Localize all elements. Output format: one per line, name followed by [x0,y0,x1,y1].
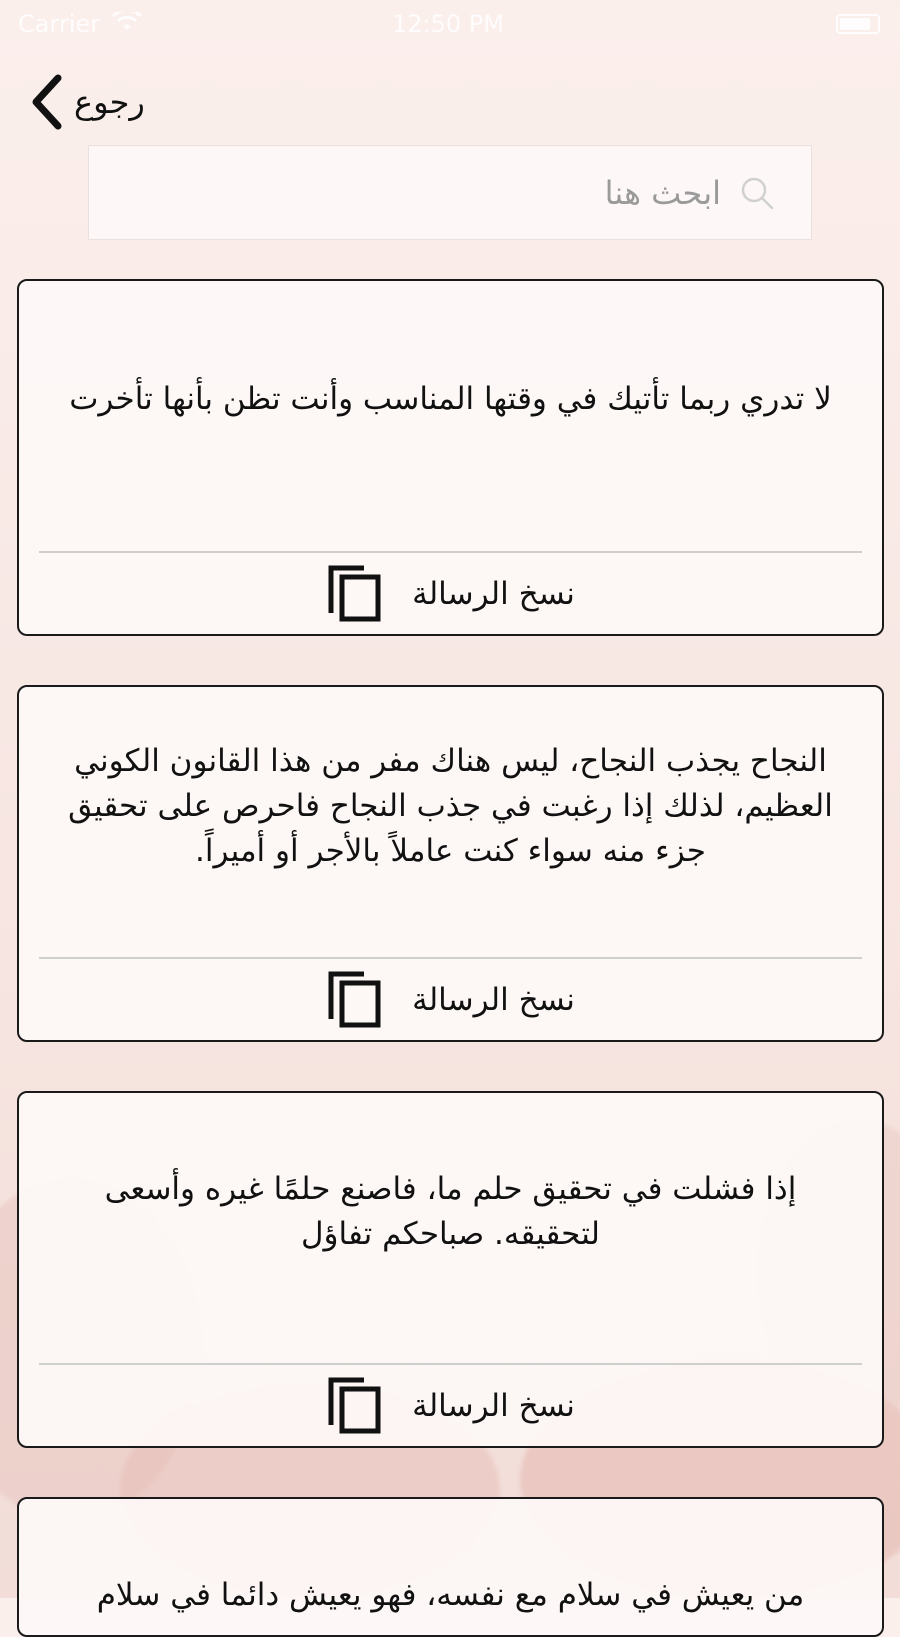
status-bar [0,0,900,44]
message-text: إذا فشلت في تحقيق حلم ما، فاصنع حلمًا غيره وأسعى لتحقيقه. صباحكم تفاؤل [104,1171,797,1252]
copy-message-button[interactable] [19,555,882,633]
search-input[interactable] [199,173,723,213]
search-box[interactable] [88,145,812,240]
status-time: 12:50 PM [392,10,504,38]
card-divider [39,1363,862,1365]
copy-message-button[interactable] [19,961,882,1039]
chevron-left-icon [26,72,66,132]
status-carrier: Carrier [18,10,101,38]
search-icon [737,173,777,213]
copy-message-label: نسخ الرسالة [412,982,575,1018]
back-label: رجوع [74,83,145,121]
message-text: لا تدري ربما تأتيك في وقتها المناسب وأنت تظن بأنها تأخرت [69,381,832,417]
copy-message-label: نسخ الرسالة [412,576,575,612]
copy-icon [326,563,384,625]
card-divider [39,551,862,553]
message-card [17,1497,884,1637]
message-text: من يعيش في سلام مع نفسه، فهو يعيش دائما في سلام [96,1577,805,1613]
copy-message-label: نسخ الرسالة [412,1388,575,1424]
copy-icon [326,1375,384,1437]
card-divider [39,957,862,959]
back-button[interactable] [26,72,166,132]
copy-icon [326,969,384,1031]
message-card [17,685,884,1042]
message-card [17,1091,884,1448]
wifi-icon [112,12,142,32]
message-card [17,279,884,636]
battery-icon [836,14,880,34]
message-text: النجاح يجذب النجاح، ليس هناك مفر من هذا القانون الكوني العظيم، لذلك إذا رغبت في جذب النجاح فاحرص على تحقيق جزء منه سواء كنت عاملاً بالأجر أو أميراً. [68,743,833,869]
copy-message-button[interactable] [19,1367,882,1445]
